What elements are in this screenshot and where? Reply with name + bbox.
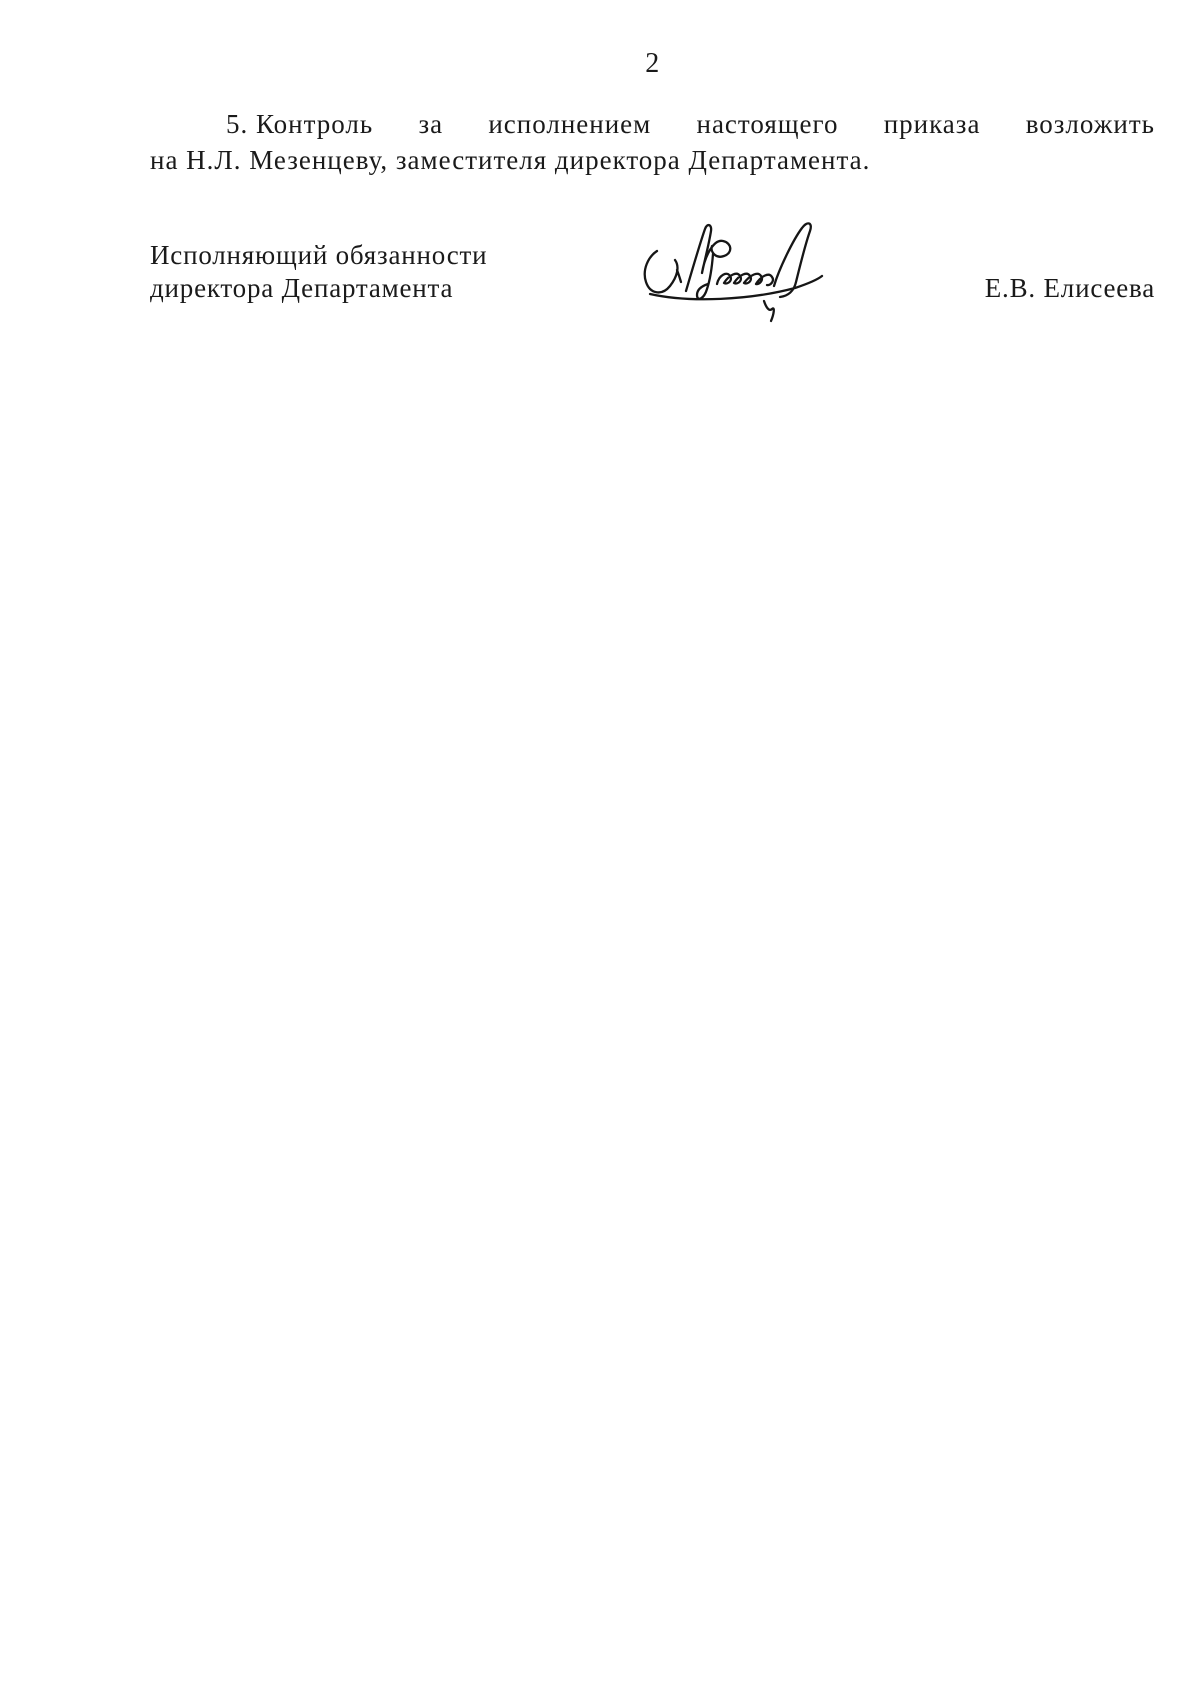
signatory-position-line-1: Исполняющий обязанности [150,240,488,270]
paragraph-line-1 [150,106,1155,142]
page-number: 2 [645,48,660,79]
signatory-name: Е.В. Елисеева [984,273,1155,303]
paragraph-word: возложить [1025,109,1155,139]
signatory-position-line-2: директора Департамента [150,273,454,303]
order-paragraph-5 [150,106,1155,178]
paragraph-line-2: на Н.Л. Мезенцеву, заместителя директора Департамента. [150,145,871,175]
paragraph-word: настоящего [696,109,839,139]
paragraph-word: приказа [883,109,981,139]
paragraph-word: исполнением [488,109,652,139]
paragraph-word: за [418,109,444,139]
handwritten-signature [600,190,900,350]
signatory-position [150,239,487,305]
paragraph-word: 5. Контроль [226,109,374,139]
